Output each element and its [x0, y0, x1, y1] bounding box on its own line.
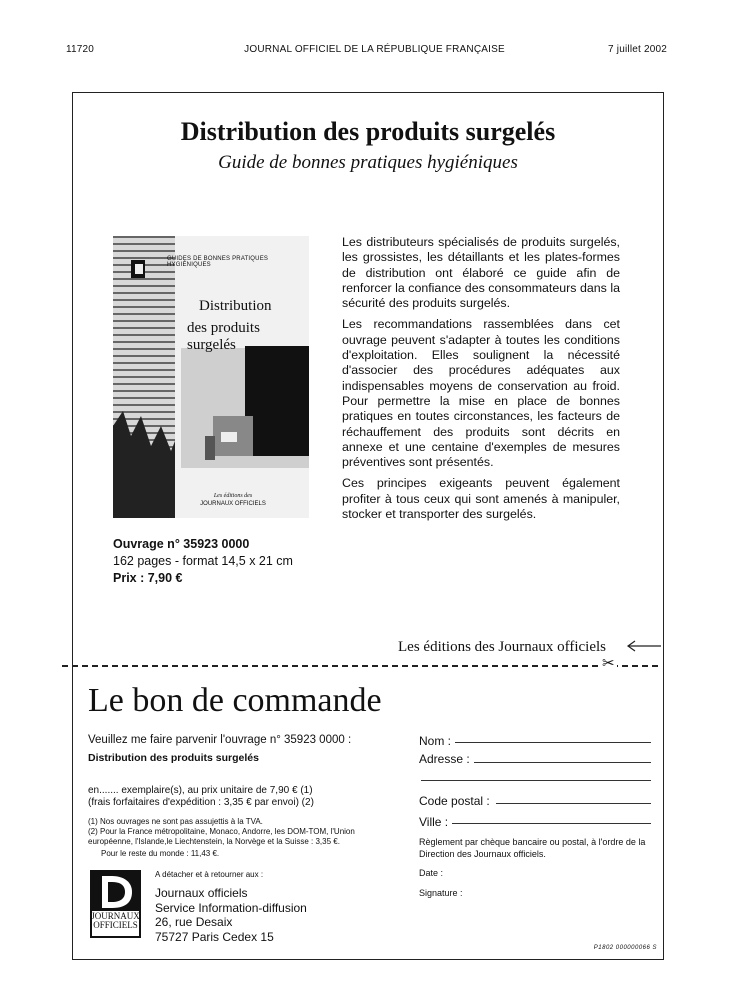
ad-title: Distribution des produits surgelés [180, 117, 556, 146]
ville-field[interactable] [452, 823, 651, 824]
book-format: 162 pages - format 14,5 x 21 cm [113, 554, 293, 568]
address-line: 26, rue Desaix [155, 915, 233, 929]
publisher-name: Les éditions des Journaux officiels [398, 639, 607, 655]
book-price: Prix : 7,90 € [113, 571, 183, 585]
cover-publisher-line1: Les éditions des [213, 493, 253, 499]
ouvrage-number: Ouvrage n° 35923 0000 [113, 537, 250, 551]
order-shipping: (frais forfaitaires d'expédition : 3,35 € par envoi) (2) [88, 797, 314, 808]
adresse-label: Adresse : [419, 752, 470, 766]
book-details [113, 536, 293, 587]
ville-label: Ville : [419, 815, 449, 829]
cover-publisher-line2: JOURNAUX OFFICIELS [200, 501, 266, 507]
signature-label: Signature : [419, 888, 463, 898]
code-postal-label: Code postal : [419, 794, 490, 808]
order-product: Distribution des produits surgelés [88, 752, 259, 764]
address-line: Service Information-diffusion [155, 900, 307, 915]
logo-text-line: JOURNAUX [91, 911, 140, 921]
ad-description [342, 235, 620, 528]
footnote-3: Pour le reste du monde : 11,43 €. [101, 849, 220, 858]
adresse-field-line2[interactable] [421, 780, 651, 781]
issue-date: 7 juillet 2002 [608, 44, 667, 55]
description-paragraph: Ces principes exigeants peuvent également profiter à tous ceux qui sont amenés à manipuler, stocker et transporter des surgelés. [342, 476, 620, 522]
scissors-icon: ✂ [602, 655, 615, 672]
nom-field[interactable] [455, 742, 651, 743]
document-code: P1802 000000066 S [593, 945, 657, 951]
detach-instruction: A détacher et à retourner aux : [155, 870, 264, 879]
journal-title: JOURNAL OFFICIEL DE LA RÉPUBLIQUE FRANÇAISE [244, 44, 505, 55]
address-line: Journaux officiels [155, 886, 248, 900]
nom-label: Nom : [419, 734, 452, 748]
book-cover [113, 236, 309, 518]
arrow-left-icon [626, 640, 662, 652]
order-form-title: Le bon de commande [88, 682, 382, 719]
order-quantity[interactable]: en....... exemplaire(s), au prix unitaire de 7,90 € (1) [88, 785, 313, 796]
return-address [155, 886, 307, 944]
payment-instructions: Règlement par chèque bancaire ou postal, à l'ordre de la Direction des Journaux officiels. [419, 837, 646, 859]
cover-title-line2: des produits surgelés [187, 320, 260, 353]
date-label: Date : [419, 868, 444, 878]
order-request: Veuillez me faire parvenir l'ouvrage n° 35923 0000 : [88, 734, 352, 746]
cover-series: GUIDES DE BONNES PRATIQUES HYGIÉNIQUES [167, 256, 269, 268]
footnote-2: (2) Pour la France métropolitaine, Monaco, Andorre, les DOM-TOM, l'Union européenne, l'Islande,le Liechtenstein, la Norvège et la Suisse : 3,35 €. [88, 827, 355, 846]
ad-subtitle: Guide de bonnes pratiques hygiéniques [218, 152, 518, 173]
cut-line [62, 665, 658, 667]
logo-text [90, 912, 141, 930]
cover-title-line1: Distribution [199, 298, 272, 314]
page-number: 11720 [66, 44, 95, 55]
code-postal-field[interactable] [496, 803, 651, 804]
description-paragraph: Les recommandations rassemblées dans cet ouvrage peuvent s'adapter à toutes les conditions d'exploitation. Elles soulignent la nécessité d'associer des procédures adéquates aux indispensables moyens de conservation au froid. Pour permettre la mise en place de bonnes pratiques en toutes circonstances, les facteurs de réchauffement des produits sont décrits en annexe et une centaine d'exemples de mesures préventives sont présentés. [342, 317, 620, 470]
adresse-field[interactable] [474, 762, 651, 763]
logo-text-line: OFFICIELS [93, 920, 138, 930]
cover-artwork [113, 236, 309, 518]
address-line: 75727 Paris Cedex 15 [155, 929, 274, 944]
description-paragraph: Les distributeurs spécialisés de produits surgelés, les grossistes, les détaillants et les plates-formes de distribution ont élaboré ce guide afin de renforcer la confiance des consommateurs dans la sécurité des produits surgelés. [342, 235, 620, 311]
footnote-1: (1) Nos ouvrages ne sont pas assujettis à la TVA. [88, 817, 263, 826]
